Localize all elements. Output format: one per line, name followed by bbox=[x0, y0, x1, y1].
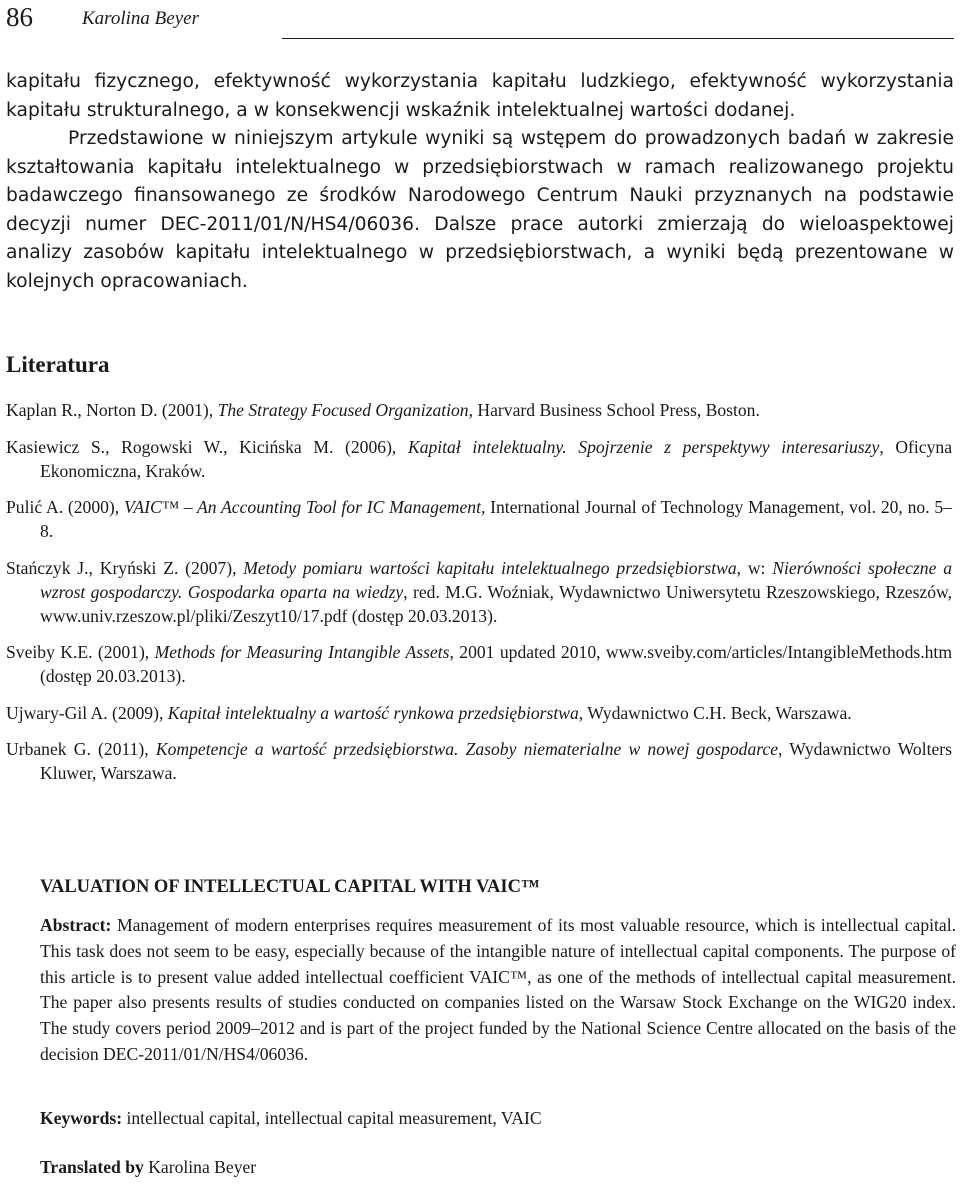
page-number: 86 bbox=[6, 2, 33, 32]
reference-item: Urbanek G. (2011), Kompetencje a wartość przedsiębiorstwa. Zasoby niematerialne w nowej gospodarce, Wydawnictwo Wolters Kluwer, Warszawa. bbox=[6, 739, 952, 783]
paragraph: kapitału fizycznego, efektywność wykorzystania kapitału ludzkiego, efektywność wykorzystania kapitału strukturalnego, a w konsekwencji wskaźnik intelektualnej wartości dodanej. bbox=[6, 71, 954, 121]
running-header bbox=[6, 2, 954, 40]
translator-credit bbox=[40, 1157, 256, 1178]
paragraph: Przedstawione w niniejszym artykule wyniki są wstępem do prowadzonych badań w zakresie kształtowania kapitału intelektualnego w przedsiębiorstwach w ramach realizowanego projektu badawczego finansowanego ze środków Narodowego Centrum Nauki przyznanych na podstawie decyzji numer DEC-2011/01/N/HS4/06036. Dalsze prace autorki zmierzają do wieloaspektowej analizy zasobów kapitału intelektualnego w przedsiębiorstwach, a wyniki będą prezentowane w kolejnych opracowaniach. bbox=[6, 128, 954, 292]
reference-item: Kasiewicz S., Rogowski W., Kicińska M. (2006), Kapitał intelektualny. Spojrzenie z perspektywy interesariuszy, Oficyna Ekonomiczna, Kraków. bbox=[6, 436, 953, 481]
abstract-label: Abstract: bbox=[40, 915, 112, 935]
literature-heading: Literatura bbox=[6, 352, 110, 377]
abstract bbox=[40, 913, 956, 1068]
keywords bbox=[40, 1108, 542, 1129]
reference-item: Stańczyk J., Kryński Z. (2007), Metody pomiaru wartości kapitału intelektualnego przedsiębiorstwa, w: Nierówności społeczne a wzrost gospodarczy. Gospodarka oparta na wiedzy, red. M.G. Woźniak, Wydawnictwo Uniwersytetu Rzeszowskiego, Rzeszów, www.univ.rzeszow.pl/pliki/Zeszyt10/17.pdf (dostęp 20.03.2013). bbox=[6, 557, 952, 626]
running-author: Karolina Beyer bbox=[82, 8, 199, 29]
keywords-text: intellectual capital, intellectual capital measurement, VAIC bbox=[122, 1108, 542, 1128]
translated-label: Translated by bbox=[40, 1157, 144, 1177]
reference-item: Ujwary-Gil A. (2009), Kapitał intelektualny a wartość rynkowa przedsiębiorstwa, Wydawnictwo C.H. Beck, Warszawa. bbox=[6, 702, 852, 723]
translator-name: Karolina Beyer bbox=[143, 1157, 257, 1177]
reference-item: Pulić A. (2000), VAIC™ – An Accounting Tool for IC Management, International Journal of Technology Management, vol. 20, no. 5–8. bbox=[6, 497, 952, 541]
header-rule bbox=[282, 38, 954, 39]
keywords-label: Keywords: bbox=[40, 1108, 123, 1128]
reference-list bbox=[6, 398, 952, 798]
reference-item: Sveiby K.E. (2001), Methods for Measuring Intangible Assets, 2001 updated 2010, www.sveiby.com/articles/IntangibleMethods.htm (dostęp 20.03.2013). bbox=[6, 642, 952, 686]
body-text bbox=[6, 68, 954, 296]
reference-item: Kaplan R., Norton D. (2001), The Strategy Focused Organization, Harvard Business School Press, Boston. bbox=[6, 400, 760, 420]
abstract-text: Management of modern enterprises requires measurement of its most valuable resource, which is intellectual capital. This task does not seem to be easy, especially because of the intangible nature of intellectual capital components. The purpose of this article is to present value added intellectual coefficient VAIC™, as one of the methods of intellectual capital measurement. The paper also presents results of studies conducted on companies listed on the Warsaw Stock Exchange on the WIG20 index. The study covers period 2009–2012 and is part of the project funded by the National Science Centre allocated on the basis of the decision DEC-2011/01/N/HS4/06036. bbox=[40, 915, 956, 1064]
english-title: VALUATION OF INTELLECTUAL CAPITAL WITH VAIC™ bbox=[40, 877, 540, 897]
